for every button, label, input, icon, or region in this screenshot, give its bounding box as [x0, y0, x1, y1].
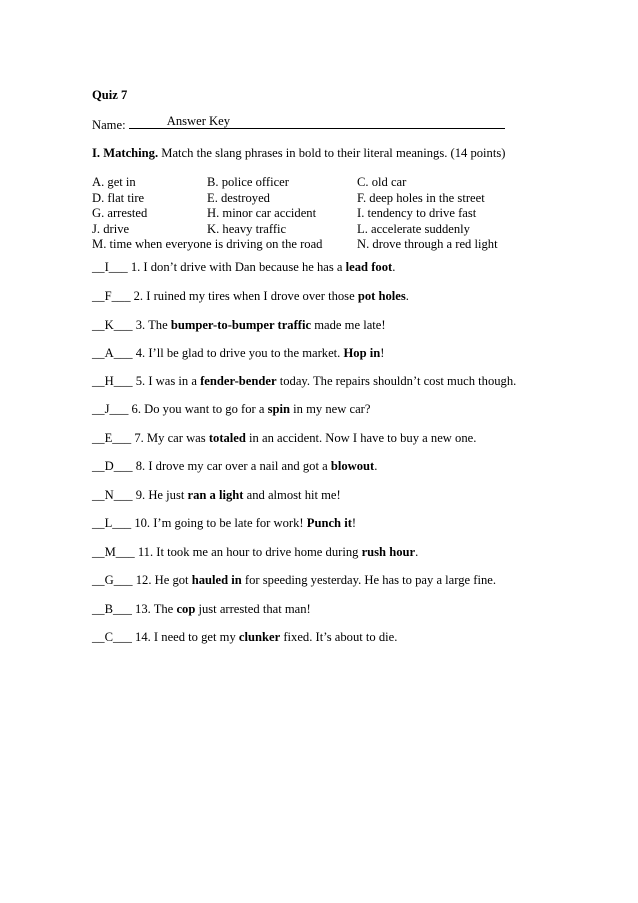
option: B. police officer [207, 175, 289, 189]
options-row [92, 237, 532, 253]
answer-options [92, 175, 532, 253]
question-3: __K___ 3. The bumper-to-bumper traffic made me late! [92, 318, 386, 332]
slang-phrase: Hop in [343, 346, 381, 360]
question-1: __I___ 1. I don’t drive with Dan because he has a lead foot. [92, 260, 396, 274]
option: D. flat tire [92, 190, 145, 205]
options-row [92, 175, 532, 191]
name-label: Name: [92, 118, 129, 132]
option: A. get in [92, 175, 136, 189]
slang-phrase: totaled [208, 431, 246, 445]
options-row [92, 222, 532, 238]
option: I. tendency to drive fast [357, 206, 477, 220]
options-row [92, 206, 532, 222]
name-line [92, 116, 505, 133]
section-heading: I. Matching. [92, 146, 159, 160]
option: F. deep holes in the street [357, 190, 485, 205]
option: N. drove through a red light [357, 237, 498, 251]
slang-phrase: fender-bender [200, 374, 277, 388]
question-9: __N___ 9. He just ran a light and almost hit me! [92, 488, 341, 502]
options-row [92, 191, 532, 207]
option: G. arrested [92, 206, 148, 220]
slang-phrase: Punch it [306, 516, 352, 530]
question-5: __H___ 5. I was in a fender-bender today. The repairs shouldn’t cost much though. [92, 374, 517, 388]
question-11: __M___ 11. It took me an hour to drive home during rush hour. [92, 545, 419, 559]
option: C. old car [357, 175, 407, 189]
question-13: __B___ 13. The cop just arrested that man! [92, 602, 311, 616]
slang-phrase: rush hour [361, 545, 416, 559]
name-field [129, 116, 505, 129]
question-14: __C___ 14. I need to get my clunker fixed. It’s about to die. [92, 630, 398, 644]
slang-phrase: clunker [238, 630, 281, 644]
slang-phrase: spin [267, 402, 291, 416]
instructions [92, 146, 505, 161]
slang-phrase: cop [176, 602, 196, 616]
option: L. accelerate suddenly [357, 221, 470, 236]
slang-phrase: blowout [330, 459, 375, 473]
question-6: __J___ 6. Do you want to go for a spin in my new car? [92, 402, 371, 416]
slang-phrase: lead foot [345, 260, 393, 274]
question-8: __D___ 8. I drove my car over a nail and got a blowout. [92, 459, 378, 473]
question-10: __L___ 10. I’m going to be late for work! Punch it! [92, 516, 357, 530]
slang-phrase: hauled in [191, 573, 242, 587]
option: M. time when everyone is driving on the road [92, 237, 323, 251]
quiz-title: Quiz 7 [92, 88, 128, 102]
slang-phrase: pot holes [357, 289, 406, 303]
question-4: __A___ 4. I’ll be glad to drive you to the market. Hop in! [92, 346, 385, 360]
option: K. heavy traffic [207, 221, 287, 236]
option: E. destroyed [207, 190, 270, 205]
option: J. drive [92, 221, 130, 236]
slang-phrase: bumper-to-bumper traffic [170, 318, 312, 332]
question-12: __G___ 12. He got hauled in for speeding yesterday. He has to pay a large fine. [92, 573, 496, 587]
name-value: Answer Key [166, 114, 231, 128]
slang-phrase: ran a light [187, 488, 244, 502]
instructions-text: Match the slang phrases in bold to their literal meanings. (14 points) [158, 146, 506, 160]
question-7: __E___ 7. My car was totaled in an accident. Now I have to buy a new one. [92, 431, 477, 445]
question-2: __F___ 2. I ruined my tires when I drove over those pot holes. [92, 289, 409, 303]
option: H. minor car accident [207, 206, 317, 220]
